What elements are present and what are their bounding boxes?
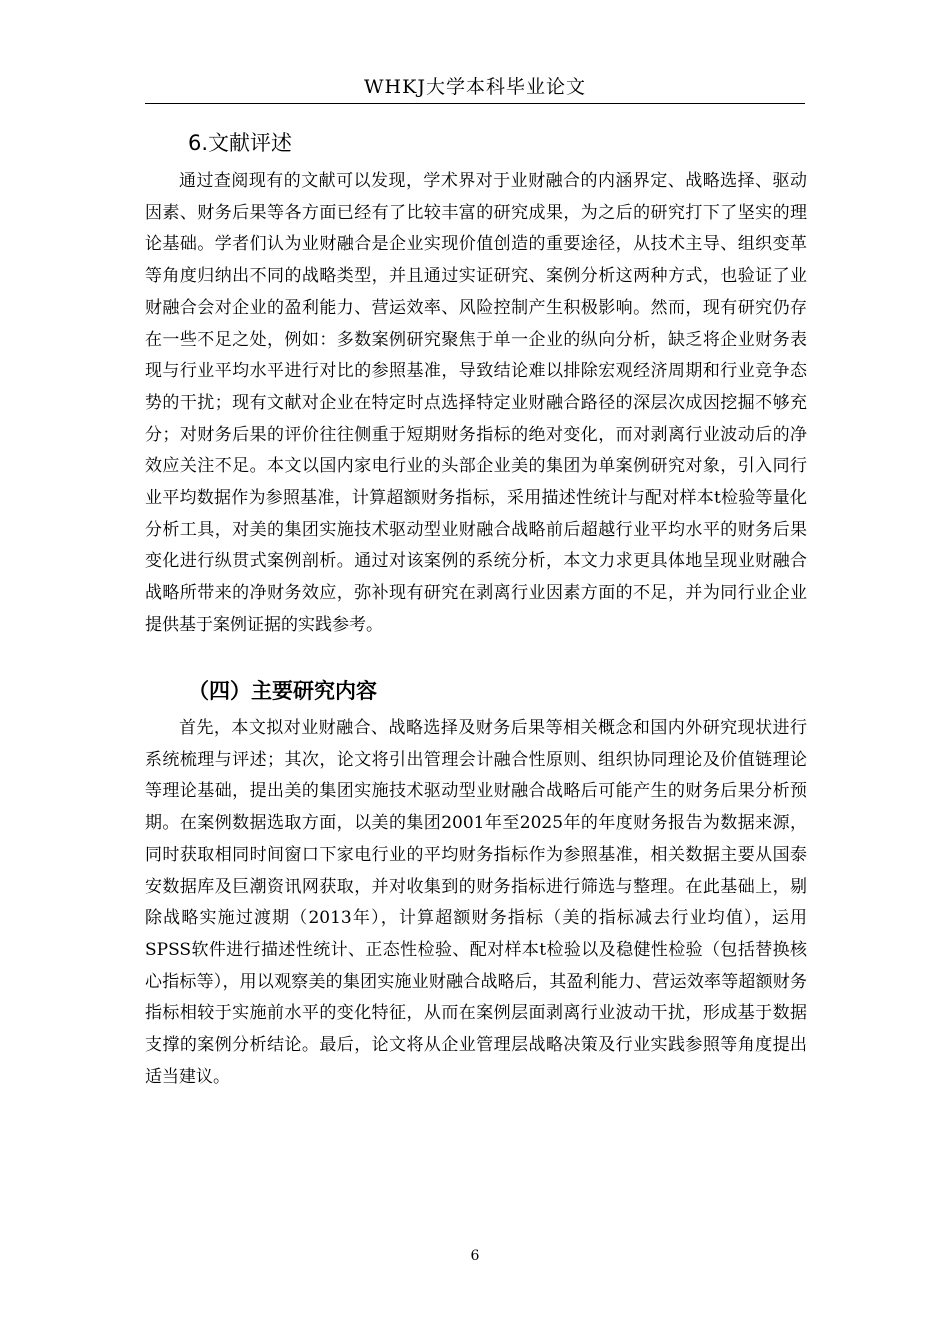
page-number: 6	[470, 1248, 480, 1264]
section-title: 6.文献评述	[188, 131, 293, 155]
literature-review-paragraph: 通过查阅现有的文献可以发现，学术界对于业财融合的内涵界定、战略选择、驱动因素、财务后果等各方面已经有了比较丰富的研究成果，为之后的研究打下了坚实的理论基础。学者们认为业财融合是企业实现价值创造的重要途径，从技术主导、组织变革等角度归纳出不同的战略类型，并且通过实证研究、案例分析这两种方式，也验证了业财融合会对企业的盈利能力、营运效率、风险控制产生积极影响。然而，现有研究仍存在一些不足之处，例如：多数案例研究聚焦于单一企业的纵向分析，缺乏将企业财务表现与行业平均水平进行对比的参照基准，导致结论难以排除宏观经济周期和行业竞争态势的干扰；现有文献对企业在特定时点选择特定业财融合路径的深层次成因挖掘不够充分；对财务后果的评价往往侧重于短期财务指标的绝对变化，而对剥离行业波动后的净效应关注不足。本文以国内家电行业的头部企业美的集团为单案例研究对象，引入同行业平均数据作为参照基准，计算超额财务指标，采用描述性统计与配对样本t检验等量化分析工具，对美的集团实施技术驱动型业财融合战略前后超越行业平均水平的财务后果变化进行纵贯式案例剖析。通过对该案例的系统分析，本文力求更具体地呈现业财融合战略所带来的净财务效应，弥补现有研究在剥离行业因素方面的不足，并为同行业企业提供基于案例证据的实践参考。	[145, 171, 807, 635]
research-content-paragraph: 首先，本文拟对业财融合、战略选择及财务后果等相关概念和国内外研究现状进行系统梳理与评述；其次，论文将引出管理会计融合性原则、组织协同理论及价值链理论等理论基础，提出美的集团实施技术驱动型业财融合战略后可能产生的财务后果分析预期。在案例数据选取方面，以美的集团2001年至2025年的年度财务报告为数据来源，同时获取相同时间窗口下家电行业的平均财务指标作为参照基准，相关数据主要从国泰安数据库及巨潮资讯网获取，并对收集到的财务指标进行筛选与整理。在此基础上，剔除战略实施过渡期（2013年），计算超额财务指标（美的指标减去行业均值），运用SPSS软件进行描述性统计、正态性检验、配对样本t检验以及稳健性检验（包括替换核心指标等），用以观察美的集团实施业财融合战略后，其盈利能力、营运效率等超额财务指标相较于实施前水平的变化特征，从而在案例层面剥离行业波动干扰，形成基于数据支撑的案例分析结论。最后，论文将从企业管理层战略决策及行业实践参照等角度提出适当建议。	[145, 718, 807, 1087]
running-header: WHKJ大学本科毕业论文	[364, 76, 586, 98]
header-rule	[145, 103, 805, 104]
subsection-title: （四）主要研究内容	[188, 679, 377, 703]
